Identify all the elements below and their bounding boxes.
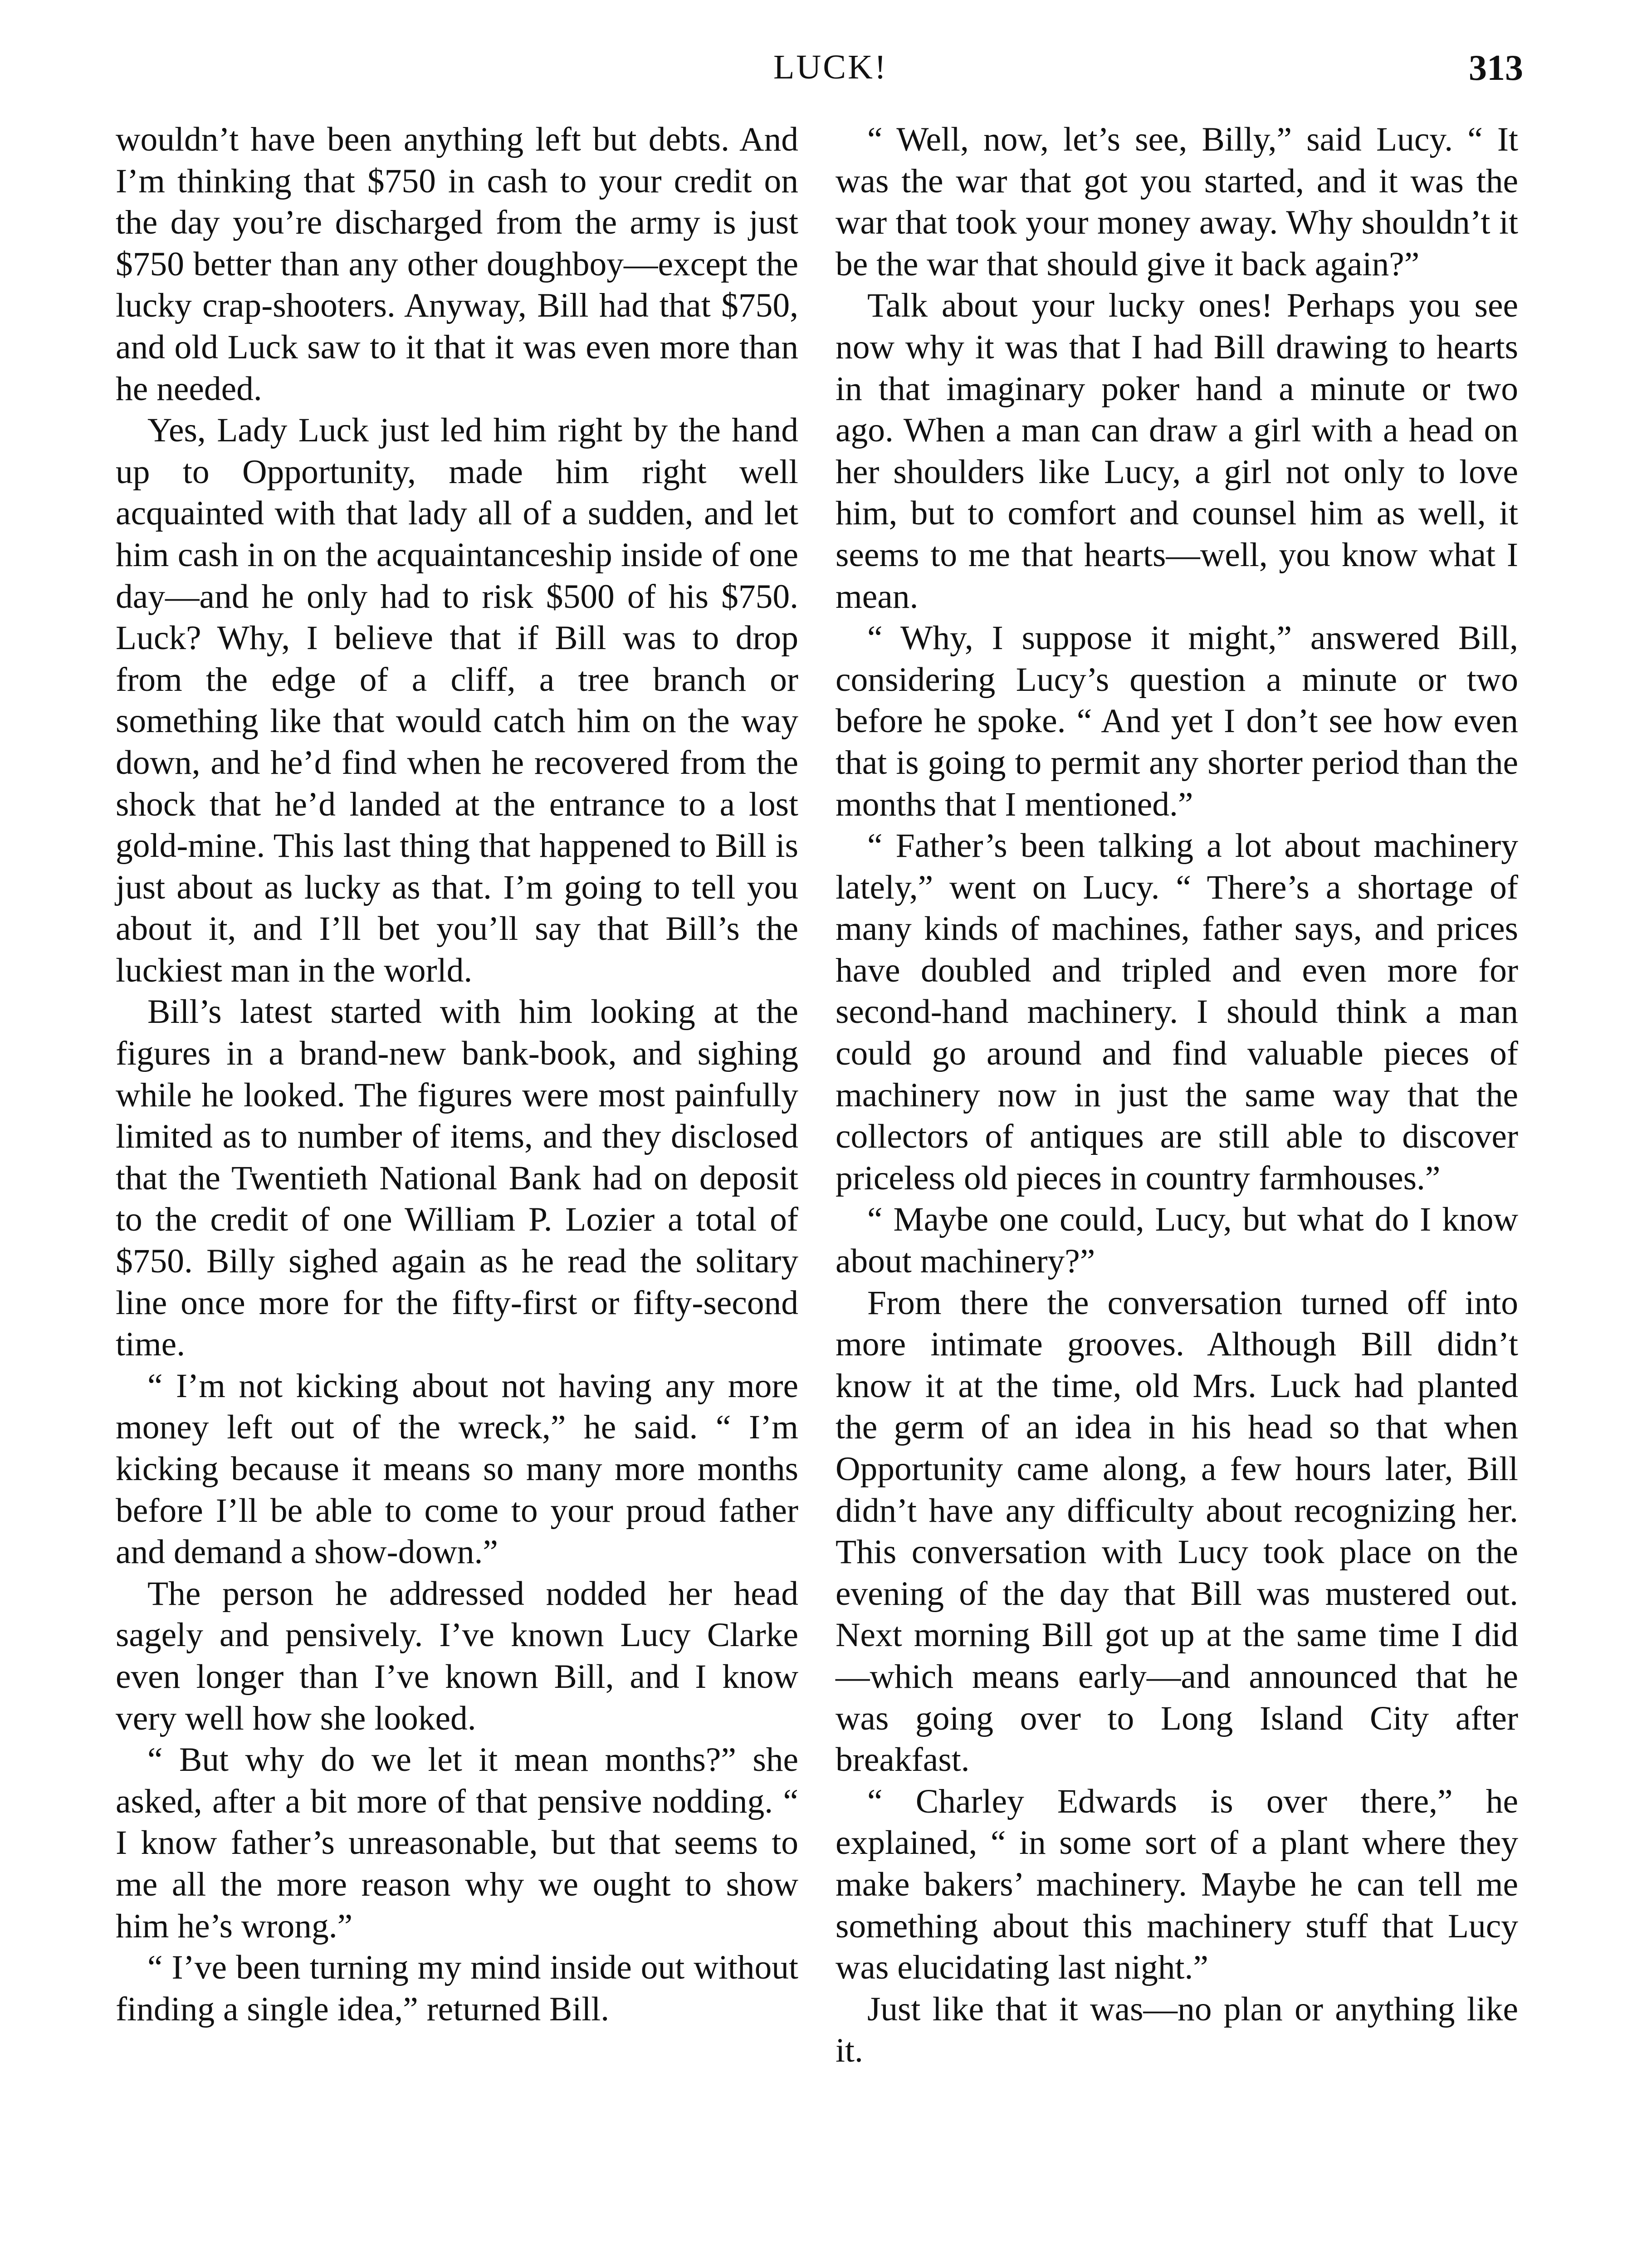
right-column	[836, 119, 1518, 2072]
paragraph: “ I’ve been turning my mind inside out without finding a single idea,” returned Bill.	[116, 1949, 798, 2028]
paragraph: Talk about your lucky ones! Perhaps you see now why it was that I had Bill drawing to hearts in that imaginary poker hand a minute or two ago. When a man can draw a girl with a head on her shoulders like Lucy, a girl not only to love him, but to comfort and counsel him as well, it seems to me that hearts—well, you know what I mean.	[836, 287, 1518, 616]
paragraph: From there the conversation turned off into more intimate grooves. Although Bill didn’t know it at the time, old Mrs. Luck had planted the germ of an idea in his head so that when Opportunity came along, a few hours later, Bill didn’t have any difficulty about recognizing her. This conversation with Lucy took place on the evening of the day that Bill was mustered out. Next morning Bill got up at the same time I did—which means early—and announced that he was going over to Long Island City after breakfast.	[836, 1284, 1518, 1779]
running-title: LUCK!	[773, 48, 888, 86]
left-column	[116, 119, 798, 2030]
paragraph: The person he addressed nodded her head sagely and pensively. I’ve known Lucy Clarke even longer than I’ve known Bill, and I know very well how she looked.	[116, 1574, 798, 1737]
paragraph: Just like that it was—no plan or anything like it.	[836, 1990, 1518, 2070]
paragraph: “ I’m not kicking about not having any more money left out of the wreck,” he said. “ I’m kicking because it means so many more months before I’ll be able to come to your proud father and demand a show-down.”	[116, 1367, 798, 1571]
paragraph: “ Maybe one could, Lucy, but what do I know about machinery?”	[836, 1201, 1518, 1281]
paragraph: “ But why do we let it mean months?” she asked, after a bit more of that pensive nodding. “ I know father’s unreasonable, but that seems to me all the more reason why we ought to show him he’s wrong.”	[116, 1741, 798, 1945]
paragraph: “ Charley Edwards is over there,” he explained, “ in some sort of a plant where they make bakers’ machinery. Maybe he can tell me something about this machinery stuff that Lucy was elucidating last night.”	[836, 1782, 1518, 1987]
paragraph: Yes, Lady Luck just led him right by the hand up to Opportunity, made him right well acquainted with that lady all of a sudden, and let him cash in on the acquaintanceship inside of one day—and he only had to risk $500 of his $750. Luck? Why, I believe that if Bill was to drop from the edge of a cliff, a tree branch or something like that would catch him on the way down, and he’d find when he recovered from the shock that he’d landed at the entrance to a lost gold-mine. This last thing that happened to Bill is just about as lucky as that. I’m going to tell you about it, and I’ll bet you’ll say that Bill’s the luckiest man in the world.	[116, 411, 798, 989]
paragraph: “ Why, I suppose it might,” answered Bill, considering Lucy’s question a minute or two before he spoke. “ And yet I don’t see how even that is going to permit any shorter period than the months that I mentioned.”	[836, 619, 1518, 823]
paragraph: wouldn’t have been anything left but debts. And I’m thinking that $750 in cash to your credit on the day you’re discharged from the army is just $750 better than any other doughboy—except the lucky crap-shooters. Anyway, Bill had that $750, and old Luck saw to it that it was even more than he needed.	[116, 121, 798, 408]
paragraph: “ Well, now, let’s see, Billy,” said Lucy. “ It was the war that got you started, and it was the war that took your money away. Why shouldn’t it be the war that should give it back again?”	[836, 121, 1518, 283]
page-number: 313	[1469, 48, 1523, 88]
running-head	[0, 48, 1642, 102]
paragraph: “ Father’s been talking a lot about machinery lately,” went on Lucy. “ There’s a shortage of many kinds of machines, father says, and prices have doubled and tripled and even more for second-hand machinery. I should think a man could go around and find valuable pieces of machinery now in just the same way that the collectors of antiques are still able to discover priceless old pieces in country farmhouses.”	[836, 827, 1518, 1197]
paragraph: Bill’s latest started with him looking at the figures in a brand-new bank-book, and sighing while he looked. The figures were most painfully limited as to number of items, and they disclosed that the Twentieth National Bank had on deposit to the credit of one William P. Lozier a total of $750. Billy sighed again as he read the solitary line once more for the fifty-first or fifty-second time.	[116, 993, 798, 1364]
